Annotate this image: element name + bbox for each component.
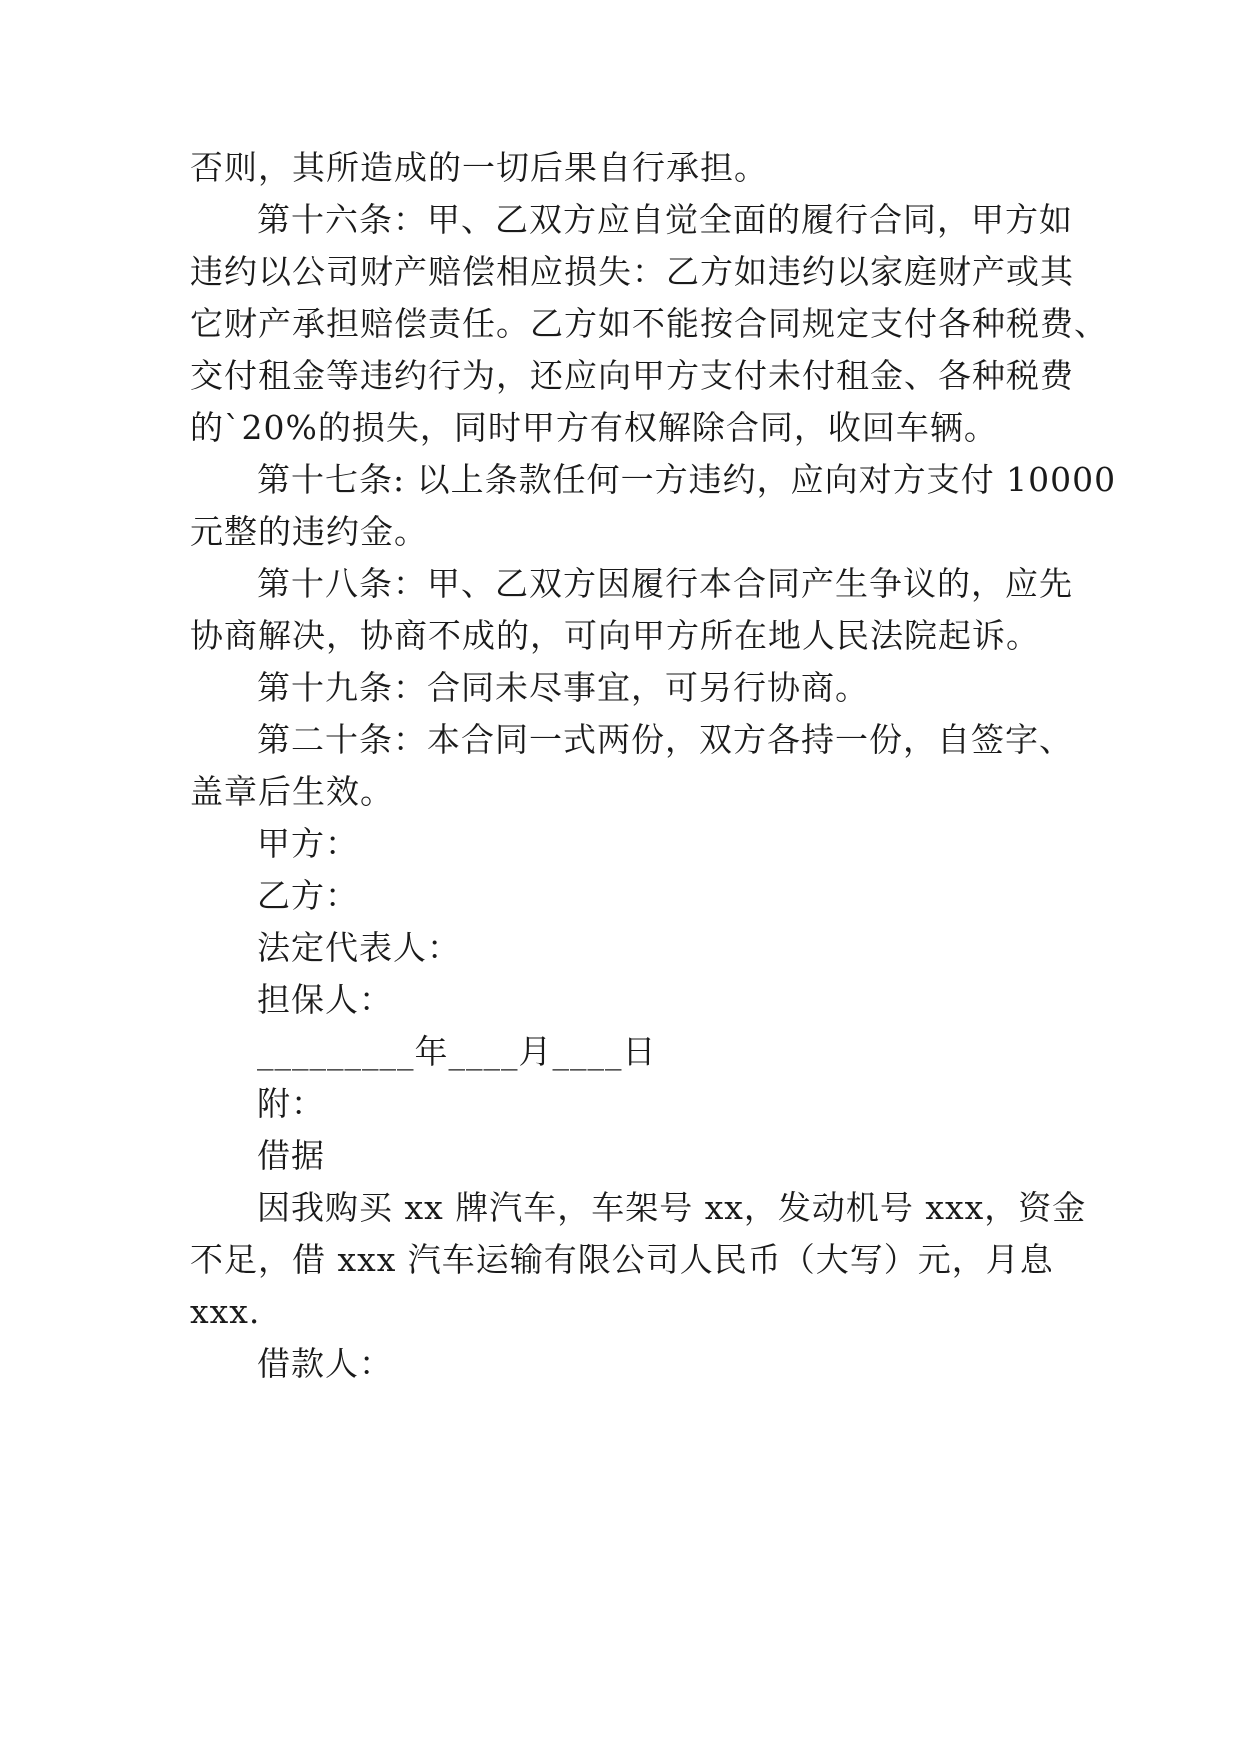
text-line: 元整的违约金。 (190, 512, 428, 551)
text-line: 它财产承担赔偿责任。乙方如不能按合同规定支付各种税费、 (190, 304, 1108, 343)
text-line: 违约以公司财产赔偿相应损失：乙方如违约以家庭财产或其 (190, 252, 1074, 291)
iou-text-line: 不足，借 xxx 汽车运输有限公司人民币（大写）元，月息 (190, 1240, 1054, 1279)
clause-19-line: 第十九条：合同未尽事宜，可另行协商。 (257, 668, 869, 707)
clause-18-line: 第十八条：甲、乙双方因履行本合同产生争议的，应先 (257, 564, 1073, 603)
party-a-label: 甲方： (257, 824, 359, 863)
iou-text-line: xxx. (190, 1292, 261, 1331)
text-line: 交付租金等违约行为，还应向甲方支付未付租金、各种税费 (190, 356, 1074, 395)
attachment-label: 附： (257, 1084, 325, 1123)
text-line: 的`20%的损失，同时甲方有权解除合同，收回车辆。 (190, 408, 998, 447)
clause-17-line: 第十七条: 以上条款任何一方违约，应向对方支付 10000 (257, 460, 1117, 499)
party-b-label: 乙方： (257, 876, 359, 915)
iou-text-line: 因我购买 xx 牌汽车，车架号 xx，发动机号 xxx，资金 (257, 1188, 1087, 1227)
text-line: 协商解决，协商不成的，可向甲方所在地人民法院起诉。 (190, 616, 1040, 655)
clause-16-line: 第十六条：甲、乙双方应自觉全面的履行合同，甲方如 (257, 200, 1073, 239)
date-line: _________年____月____日 (257, 1032, 657, 1071)
text-line: 否则，其所造成的一切后果自行承担。 (190, 148, 768, 187)
iou-heading: 借据 (257, 1136, 325, 1175)
clause-20-line: 第二十条：本合同一式两份，双方各持一份，自签字、 (257, 720, 1073, 759)
legal-representative-label: 法定代表人： (257, 928, 461, 967)
guarantor-label: 担保人： (257, 980, 393, 1019)
borrower-label: 借款人： (257, 1344, 393, 1383)
text-line: 盖章后生效。 (190, 772, 394, 811)
